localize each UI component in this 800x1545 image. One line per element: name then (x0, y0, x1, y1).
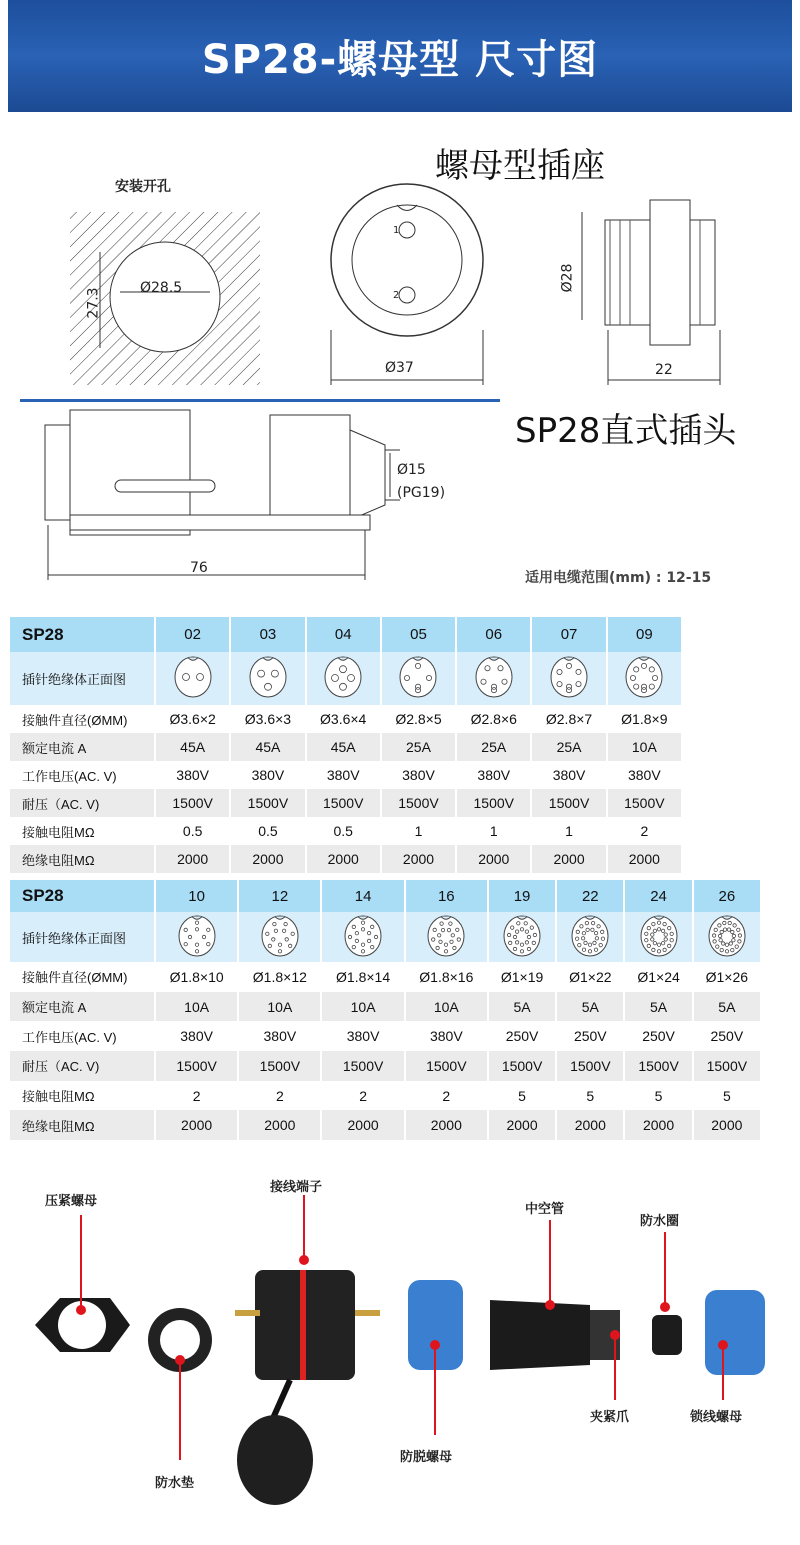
spec-cell: Ø1.8×10 (155, 962, 238, 992)
pin-layout-diagram (556, 912, 624, 962)
spec-cell: 1500V (321, 1051, 404, 1081)
spec-cell: 2000 (693, 1110, 761, 1140)
row-label: 工作电压(AC. V) (10, 1021, 155, 1051)
pin-layout-diagram (321, 912, 404, 962)
pointer-line (303, 1195, 305, 1260)
pointer-dot (299, 1255, 309, 1265)
socket-side-drawing (570, 190, 730, 390)
spec-cell: 250V (624, 1021, 692, 1051)
spec-cell: 2 (321, 1081, 404, 1111)
spec-cell: 2000 (238, 1110, 321, 1140)
spec-cell: 2000 (306, 845, 381, 873)
spec-cell: 1 (381, 817, 456, 845)
spec-cell: Ø3.6×2 (155, 705, 230, 733)
socket-length: 22 (655, 362, 673, 378)
pin-count-header: 10 (155, 880, 238, 912)
label-terminal: 接线端子 (270, 1180, 323, 1195)
pin-count-header: 07 (531, 617, 606, 652)
spec-cell: 5 (556, 1081, 624, 1111)
spec-cell: 25A (531, 733, 606, 761)
pointer-line (614, 1335, 616, 1400)
spec-cell: 2 (607, 817, 682, 845)
spec-cell: Ø2.8×7 (531, 705, 606, 733)
pointer-dot (76, 1305, 86, 1315)
pin-count-header: 09 (607, 617, 682, 652)
pin-count-header: 12 (238, 880, 321, 912)
spec-cell: 1500V (238, 1051, 321, 1081)
label-lock-nut: 锁线螺母 (690, 1410, 743, 1425)
cable-dia: Ø15 (397, 462, 426, 478)
plug-title: SP28直式插头 (515, 411, 737, 451)
spec-cell: 25A (456, 733, 531, 761)
pin-count-header: 22 (556, 880, 624, 912)
spec-cell: 2 (238, 1081, 321, 1111)
spec-cell: 380V (155, 1021, 238, 1051)
spec-cell: 380V (306, 761, 381, 789)
spec-table-2 (10, 880, 762, 1140)
spec-cell: 1500V (693, 1051, 761, 1081)
spec-cell: 5A (693, 992, 761, 1022)
spec-cell: 45A (306, 733, 381, 761)
spec-cell: 1 (456, 817, 531, 845)
pin-layout-diagram (693, 912, 761, 962)
label-anti-loose-nut: 防脱螺母 (400, 1450, 453, 1465)
face-dia: Ø37 (385, 360, 414, 376)
socket-title: 螺母型插座 (435, 146, 605, 186)
spec-cell: 45A (155, 733, 230, 761)
row-label: 接触件直径(ØMM) (10, 705, 155, 733)
row-label: 接触件直径(ØMM) (10, 962, 155, 992)
spec-cell: 2000 (556, 1110, 624, 1140)
label-tube: 中空管 (525, 1202, 565, 1217)
pin-layout-diagram (607, 652, 682, 705)
spec-cell: Ø1×24 (624, 962, 692, 992)
spec-table-1 (10, 617, 683, 873)
pointer-line (80, 1215, 82, 1310)
pin-count-header: 14 (321, 880, 404, 912)
spec-cell: 250V (693, 1021, 761, 1051)
pin-count-header: 05 (381, 617, 456, 652)
spec-cell: 380V (531, 761, 606, 789)
pin-layout-diagram (230, 652, 305, 705)
pin-count-header: 24 (624, 880, 692, 912)
pin-layout-diagram (155, 652, 230, 705)
model-header: SP28 (10, 617, 155, 652)
pointer-line (549, 1220, 551, 1305)
spec-cell: Ø1.8×9 (607, 705, 682, 733)
spec-cell: 10A (238, 992, 321, 1022)
spec-cell: 25A (381, 733, 456, 761)
pin-layout-diagram (306, 652, 381, 705)
spec-cell: 45A (230, 733, 305, 761)
spec-cell: Ø2.8×6 (456, 705, 531, 733)
spec-cell: 2000 (155, 845, 230, 873)
pin-2-label: 2 (393, 290, 400, 301)
spec-cell: Ø3.6×3 (230, 705, 305, 733)
pin-layout-diagram (381, 652, 456, 705)
spec-cell: 1500V (607, 789, 682, 817)
spec-cell: Ø2.8×5 (381, 705, 456, 733)
spec-cell: 5A (488, 992, 556, 1022)
spec-cell: 2000 (456, 845, 531, 873)
pin-layout-diagram (238, 912, 321, 962)
spec-cell: 380V (155, 761, 230, 789)
spec-cell: Ø1.8×16 (405, 962, 488, 992)
spec-cell: 2000 (155, 1110, 238, 1140)
pointer-dot (545, 1300, 555, 1310)
spec-cell: 5A (624, 992, 692, 1022)
plug-drawing (40, 405, 420, 590)
spec-cell: 380V (607, 761, 682, 789)
spec-cell: 1500V (488, 1051, 556, 1081)
label-gasket: 防水垫 (155, 1476, 195, 1491)
plug-length: 76 (190, 560, 208, 576)
spec-cell: 380V (230, 761, 305, 789)
spec-cell: Ø1×22 (556, 962, 624, 992)
spec-cell: 380V (321, 1021, 404, 1051)
model-header: SP28 (10, 880, 155, 912)
spec-cell: 10A (607, 733, 682, 761)
cable-thread: (PG19) (397, 485, 446, 501)
pin-count-header: 19 (488, 880, 556, 912)
pin-layout-diagram (405, 912, 488, 962)
pointer-line (434, 1345, 436, 1435)
spec-cell: 1 (531, 817, 606, 845)
spec-cell: 1500V (155, 789, 230, 817)
row-label: 插针绝缘体正面图 (10, 652, 155, 705)
spec-cell: 380V (238, 1021, 321, 1051)
pointer-line (722, 1345, 724, 1400)
spec-cell: 1500V (155, 1051, 238, 1081)
row-label: 接触电阻MΩ (10, 817, 155, 845)
spec-cell: 1500V (306, 789, 381, 817)
spec-cell: 2 (155, 1081, 238, 1111)
pin-count-header: 26 (693, 880, 761, 912)
spec-cell: 380V (456, 761, 531, 789)
cutout-dia: Ø28.5 (140, 280, 183, 296)
row-label: 绝缘电阻MΩ (10, 845, 155, 873)
spec-cell: Ø1.8×12 (238, 962, 321, 992)
spec-cell: 2000 (624, 1110, 692, 1140)
spec-cell: Ø1×19 (488, 962, 556, 992)
pin-count-header: 03 (230, 617, 305, 652)
cutout-height: 27.3 (85, 287, 102, 319)
spec-cell: 1500V (405, 1051, 488, 1081)
parts-photo (0, 1160, 800, 1545)
spec-cell: 1500V (624, 1051, 692, 1081)
row-label: 额定电流 A (10, 733, 155, 761)
spec-cell: 2000 (488, 1110, 556, 1140)
spec-cell: 2000 (607, 845, 682, 873)
row-label: 工作电压(AC. V) (10, 761, 155, 789)
pin-layout-diagram (456, 652, 531, 705)
spec-cell: 380V (405, 1021, 488, 1051)
pin-1-label: 1 (393, 225, 400, 236)
spec-cell: 2000 (531, 845, 606, 873)
divider (20, 399, 500, 402)
spec-cell: Ø1.8×14 (321, 962, 404, 992)
pin-count-header: 06 (456, 617, 531, 652)
spec-cell: 250V (556, 1021, 624, 1051)
spec-cell: 0.5 (230, 817, 305, 845)
spec-cell: 5A (556, 992, 624, 1022)
socket-face-drawing (325, 180, 490, 390)
cutout-label: 安装开孔 (115, 179, 171, 195)
spec-cell: 2000 (230, 845, 305, 873)
spec-cell: 5 (693, 1081, 761, 1111)
spec-cell: 1500V (230, 789, 305, 817)
pin-count-header: 16 (405, 880, 488, 912)
spec-cell: 1500V (531, 789, 606, 817)
spec-cell: Ø3.6×4 (306, 705, 381, 733)
spec-cell: 1500V (456, 789, 531, 817)
spec-cell: 2000 (321, 1110, 404, 1140)
row-label: 耐压（AC. V) (10, 789, 155, 817)
pointer-dot (660, 1302, 670, 1312)
spec-cell: 5 (488, 1081, 556, 1111)
spec-cell: 2000 (381, 845, 456, 873)
pin-layout-diagram (155, 912, 238, 962)
spec-cell: 2 (405, 1081, 488, 1111)
label-nut: 压紧螺母 (45, 1194, 98, 1209)
pin-layout-diagram (531, 652, 606, 705)
spec-cell: 5 (624, 1081, 692, 1111)
spec-cell: Ø1×26 (693, 962, 761, 992)
label-clamp: 夹紧爪 (590, 1410, 630, 1425)
pin-layout-diagram (624, 912, 692, 962)
cable-range: 适用电缆范围(mm) : 12-15 (525, 570, 712, 586)
title-banner (8, 0, 792, 112)
spec-cell: 10A (155, 992, 238, 1022)
pointer-line (179, 1360, 181, 1460)
spec-cell: 10A (321, 992, 404, 1022)
spec-cell: 0.5 (155, 817, 230, 845)
row-label: 插针绝缘体正面图 (10, 912, 155, 962)
pointer-line (664, 1232, 666, 1307)
label-seal-ring: 防水圈 (640, 1214, 680, 1229)
row-label: 绝缘电阻MΩ (10, 1110, 155, 1140)
thread-dia: Ø28 (559, 263, 576, 293)
pin-layout-diagram (488, 912, 556, 962)
spec-cell: 250V (488, 1021, 556, 1051)
row-label: 耐压（AC. V) (10, 1051, 155, 1081)
row-label: 额定电流 A (10, 992, 155, 1022)
spec-cell: 1500V (556, 1051, 624, 1081)
spec-cell: 380V (381, 761, 456, 789)
pin-count-header: 04 (306, 617, 381, 652)
spec-cell: 2000 (405, 1110, 488, 1140)
spec-cell: 10A (405, 992, 488, 1022)
page-title: SP28-螺母型 尺寸图 (201, 37, 599, 83)
spec-cell: 1500V (381, 789, 456, 817)
pin-count-header: 02 (155, 617, 230, 652)
spec-cell: 0.5 (306, 817, 381, 845)
row-label: 接触电阻MΩ (10, 1081, 155, 1111)
